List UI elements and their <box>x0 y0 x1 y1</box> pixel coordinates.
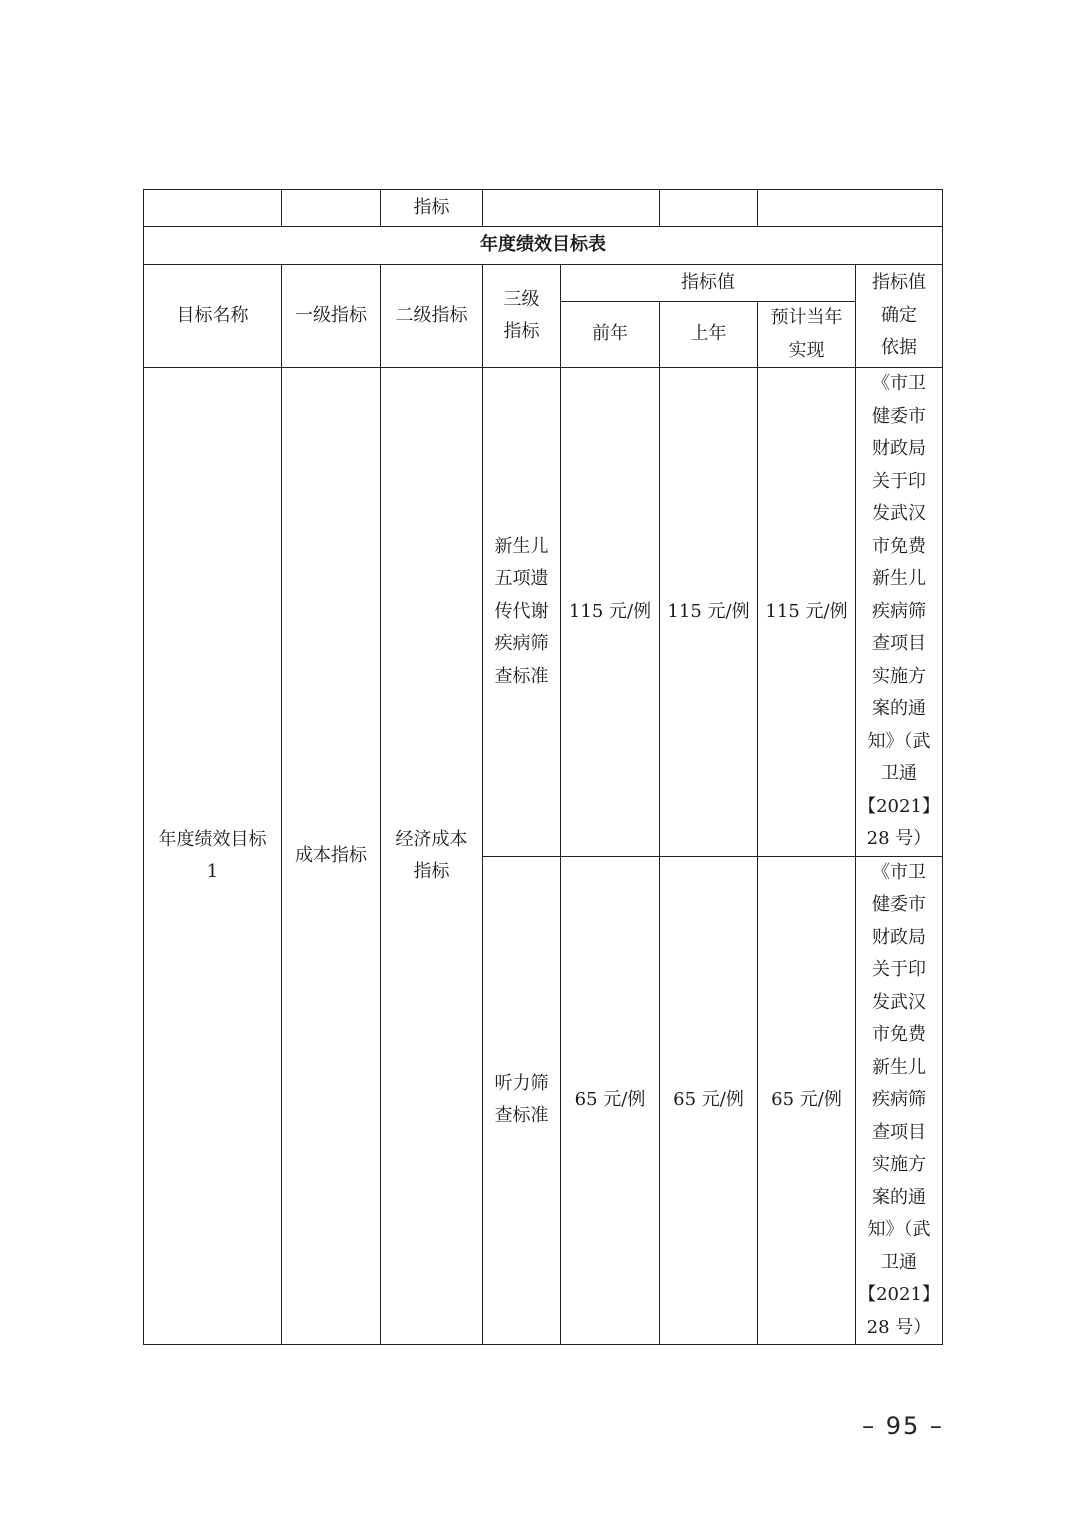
expected-cell: 115 元/例 <box>758 368 856 857</box>
header-level1: 一级指标 <box>282 265 381 368</box>
carryover-cell <box>282 190 381 227</box>
header-index-value: 指标值 <box>561 265 856 302</box>
carryover-cell <box>483 190 660 227</box>
header-basis: 指标值 确定 依据 <box>856 265 943 368</box>
carryover-cell <box>758 190 943 227</box>
header-row <box>144 265 943 302</box>
prev-year-cell: 65 元/例 <box>660 856 758 1345</box>
prev-year-cell: 115 元/例 <box>660 368 758 857</box>
level1-cell: 成本指标 <box>282 368 381 1345</box>
carryover-cell <box>660 190 758 227</box>
header-prev-year: 上年 <box>660 302 758 368</box>
level3-cell: 听力筛 查标准 <box>483 856 561 1345</box>
table-row <box>144 368 943 857</box>
title-row <box>144 227 943 265</box>
header-expected: 预计当年 实现 <box>758 302 856 368</box>
expected-cell: 65 元/例 <box>758 856 856 1345</box>
performance-target-table <box>143 189 943 1345</box>
basis-cell: 《市卫 健委市 财政局 关于印 发武汉 市免费 新生儿 疾病筛 查项目 实施方 案的通 知》（武 卫通 【2021】 28 号） <box>856 368 943 857</box>
prev-prev-year-cell: 65 元/例 <box>561 856 660 1345</box>
prev-prev-year-cell: 115 元/例 <box>561 368 660 857</box>
level2-cell: 经济成本 指标 <box>381 368 483 1345</box>
carryover-cell <box>144 190 282 227</box>
carryover-indicator-cell <box>381 190 483 227</box>
page-number: – 95 – <box>862 1412 944 1440</box>
basis-cell: 《市卫 健委市 财政局 关于印 发武汉 市免费 新生儿 疾病筛 查项目 实施方 案的通 知》（武 卫通 【2021】 28 号） <box>856 856 943 1345</box>
carryover-indicator-text: 指标 <box>413 196 450 218</box>
header-target-name: 目标名称 <box>144 265 282 368</box>
level3-cell: 新生儿 五项遗 传代谢 疾病筛 查标准 <box>483 368 561 857</box>
table-title: 年度绩效目标表 <box>144 227 943 265</box>
header-level2: 二级指标 <box>381 265 483 368</box>
header-prev-prev-year: 前年 <box>561 302 660 368</box>
header-level3: 三级 指标 <box>483 265 561 368</box>
carryover-row <box>144 190 943 227</box>
target-name-cell: 年度绩效目标 1 <box>144 368 282 1345</box>
